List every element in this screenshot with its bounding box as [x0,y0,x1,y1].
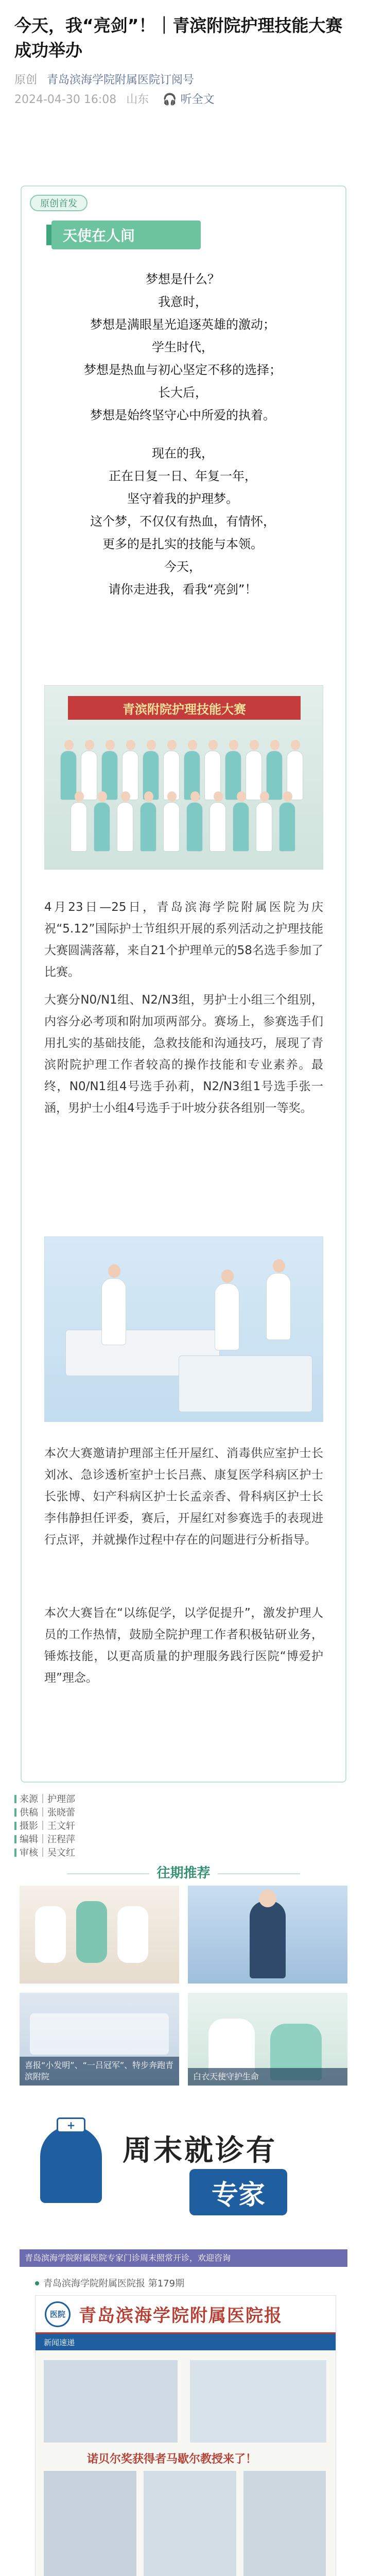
credit-line: 审核｜吴文红 [14,1846,75,1860]
past-recommend-title: 往期推荐 [0,1862,367,1882]
card-caption: 白衣天使守护生命 [188,2068,347,2086]
crowd [45,735,323,869]
event-banner: 青滨附院护理技能大赛 [68,696,301,720]
recommend-card[interactable] [188,1886,347,1984]
poem-line: 学生时代， [152,340,214,354]
hospital-logo-icon: 医院 [45,2301,71,2327]
publish-datetime: 2024-04-30 16:08 [14,93,117,106]
poem-line: 我意时， [158,295,207,309]
newsletter-header: 青岛滨海学院附属医院报 第179期 [35,2276,184,2290]
paragraph: 大赛分N0/N1组、N2/N3组，男护士小组三个组别，内容分必考项和附加项两部分。赛场上，参赛选手们用扎实的基础技能，急救技能和沟通技巧，展现了青滨附院护理工作者较高的操作技能和专业素养。最终，N0/N1组4号选手孙莉，N2/N3组1号选手张一涵，男护士小组4号选手于叶坡分获各组别一等奖。 [44,993,323,1115]
poem-line: 正在日复一日、年复一年， [109,469,257,483]
poem-line: 梦想是热血与初心坚定不移的选择； [84,363,282,377]
article-meta-2 [14,92,353,108]
weekend-title: 周末就诊有 [123,2134,277,2167]
newspaper-name: 青岛滨海学院附属医院报 [79,2306,283,2326]
poem-line: 这个梦，不仅仅有热血，有情怀， [90,514,275,529]
poem-line: 长大后， [158,385,207,400]
recommend-card[interactable] [188,1993,347,2086]
weekend-sub: 专家 [189,2169,287,2215]
original-label: 原创 [14,74,38,87]
bed-shape [179,1355,312,1412]
weekend-expert-card[interactable]: + 周末就诊有 专家 青岛滨海学院附属医院专家门诊周末照常开诊，欢迎咨询 [20,2107,347,2267]
card-caption: 喜报“小发明”、“一吕冠军”、特步奔跑青滨附院 [20,2057,179,2086]
newspaper-image[interactable] [35,2295,336,2576]
publish-location: 山东 [126,93,149,106]
poem-line: 现在的我， [152,446,214,461]
poem-line: 更多的是扎实的技能与本领。 [102,537,263,551]
poem-line: 梦想是始终坚守心中所爱的执着。 [90,408,275,422]
recommend-card[interactable] [20,1993,179,2086]
credit-line: 供稿｜张晓蕾 [14,1806,75,1820]
listen-button[interactable]: 🎧 听全文 [163,93,215,106]
credit-line: 摄影｜王文轩 [14,1820,75,1833]
paragraph: 本次大赛旨在“以练促学，以学促提升”，激发护理人员的工作热情，鼓励全院护理工作者积极钻研业务，锤炼技能，以更高质量的护理服务践行医院“博爱护理”理念。 [44,1606,323,1685]
poem-line: 请你走进我，看我“亮剑”！ [108,582,257,597]
newspaper-headline: 诺贝尔奖获得者马歇尔教授来了！ [87,2453,257,2466]
article-header [0,0,367,108]
newspaper-strip: 新闻速递 [36,2334,336,2350]
poem [31,268,335,601]
group-photo [44,685,323,870]
card-caption: 青岛滨海学院附属医院专家门诊周末照常开诊，欢迎咨询 [20,2249,347,2267]
newspaper-masthead [36,2296,336,2334]
poem-line: 坚守着我的护理梦。 [127,492,238,506]
original-tag: 原创首发 [30,195,88,211]
credits [14,1793,75,1860]
credit-line: 编辑｜汪程萍 [14,1833,75,1846]
section-heading: 天使在人间 [51,221,201,249]
paragraph: 本次大赛邀请护理部主任开屋红、消毒供应室护士长刘冰、急诊透析室护士长吕燕、康复医学科病区护士长张博、妇产科病区护士长孟亲香、骨科病区护士长李伟静担任评委，赛后，开屋红对参赛选手的表现进行点评，并就操作过程中存在的问题进行分析指导。 [44,1447,323,1547]
listen-label: 听全文 [180,93,215,106]
paragraph: 4月23日—25日，青岛滨海学院附属医院为庆祝“5.12”国际护士节组织开展的系列活动之护理技能大赛圆满落幕，来自21个护理单元的58名选手参加了比赛。 [44,901,323,979]
competition-photo [44,1236,323,1422]
account-link[interactable]: 青岛滨海学院附属医院订阅号 [47,74,195,87]
poem-line: 今天， [164,560,201,574]
poem-line: 梦想是什么？ [146,272,220,286]
article-title: 今天，我“亮剑”！｜青滨附院护理技能大赛成功举办 [14,15,343,60]
poem-line: 梦想是满眼星光追逐英雄的激动； [90,317,275,332]
recommend-card[interactable] [20,1886,179,1984]
credit-line: 来源｜护理部 [14,1793,75,1806]
article-meta [14,72,353,89]
